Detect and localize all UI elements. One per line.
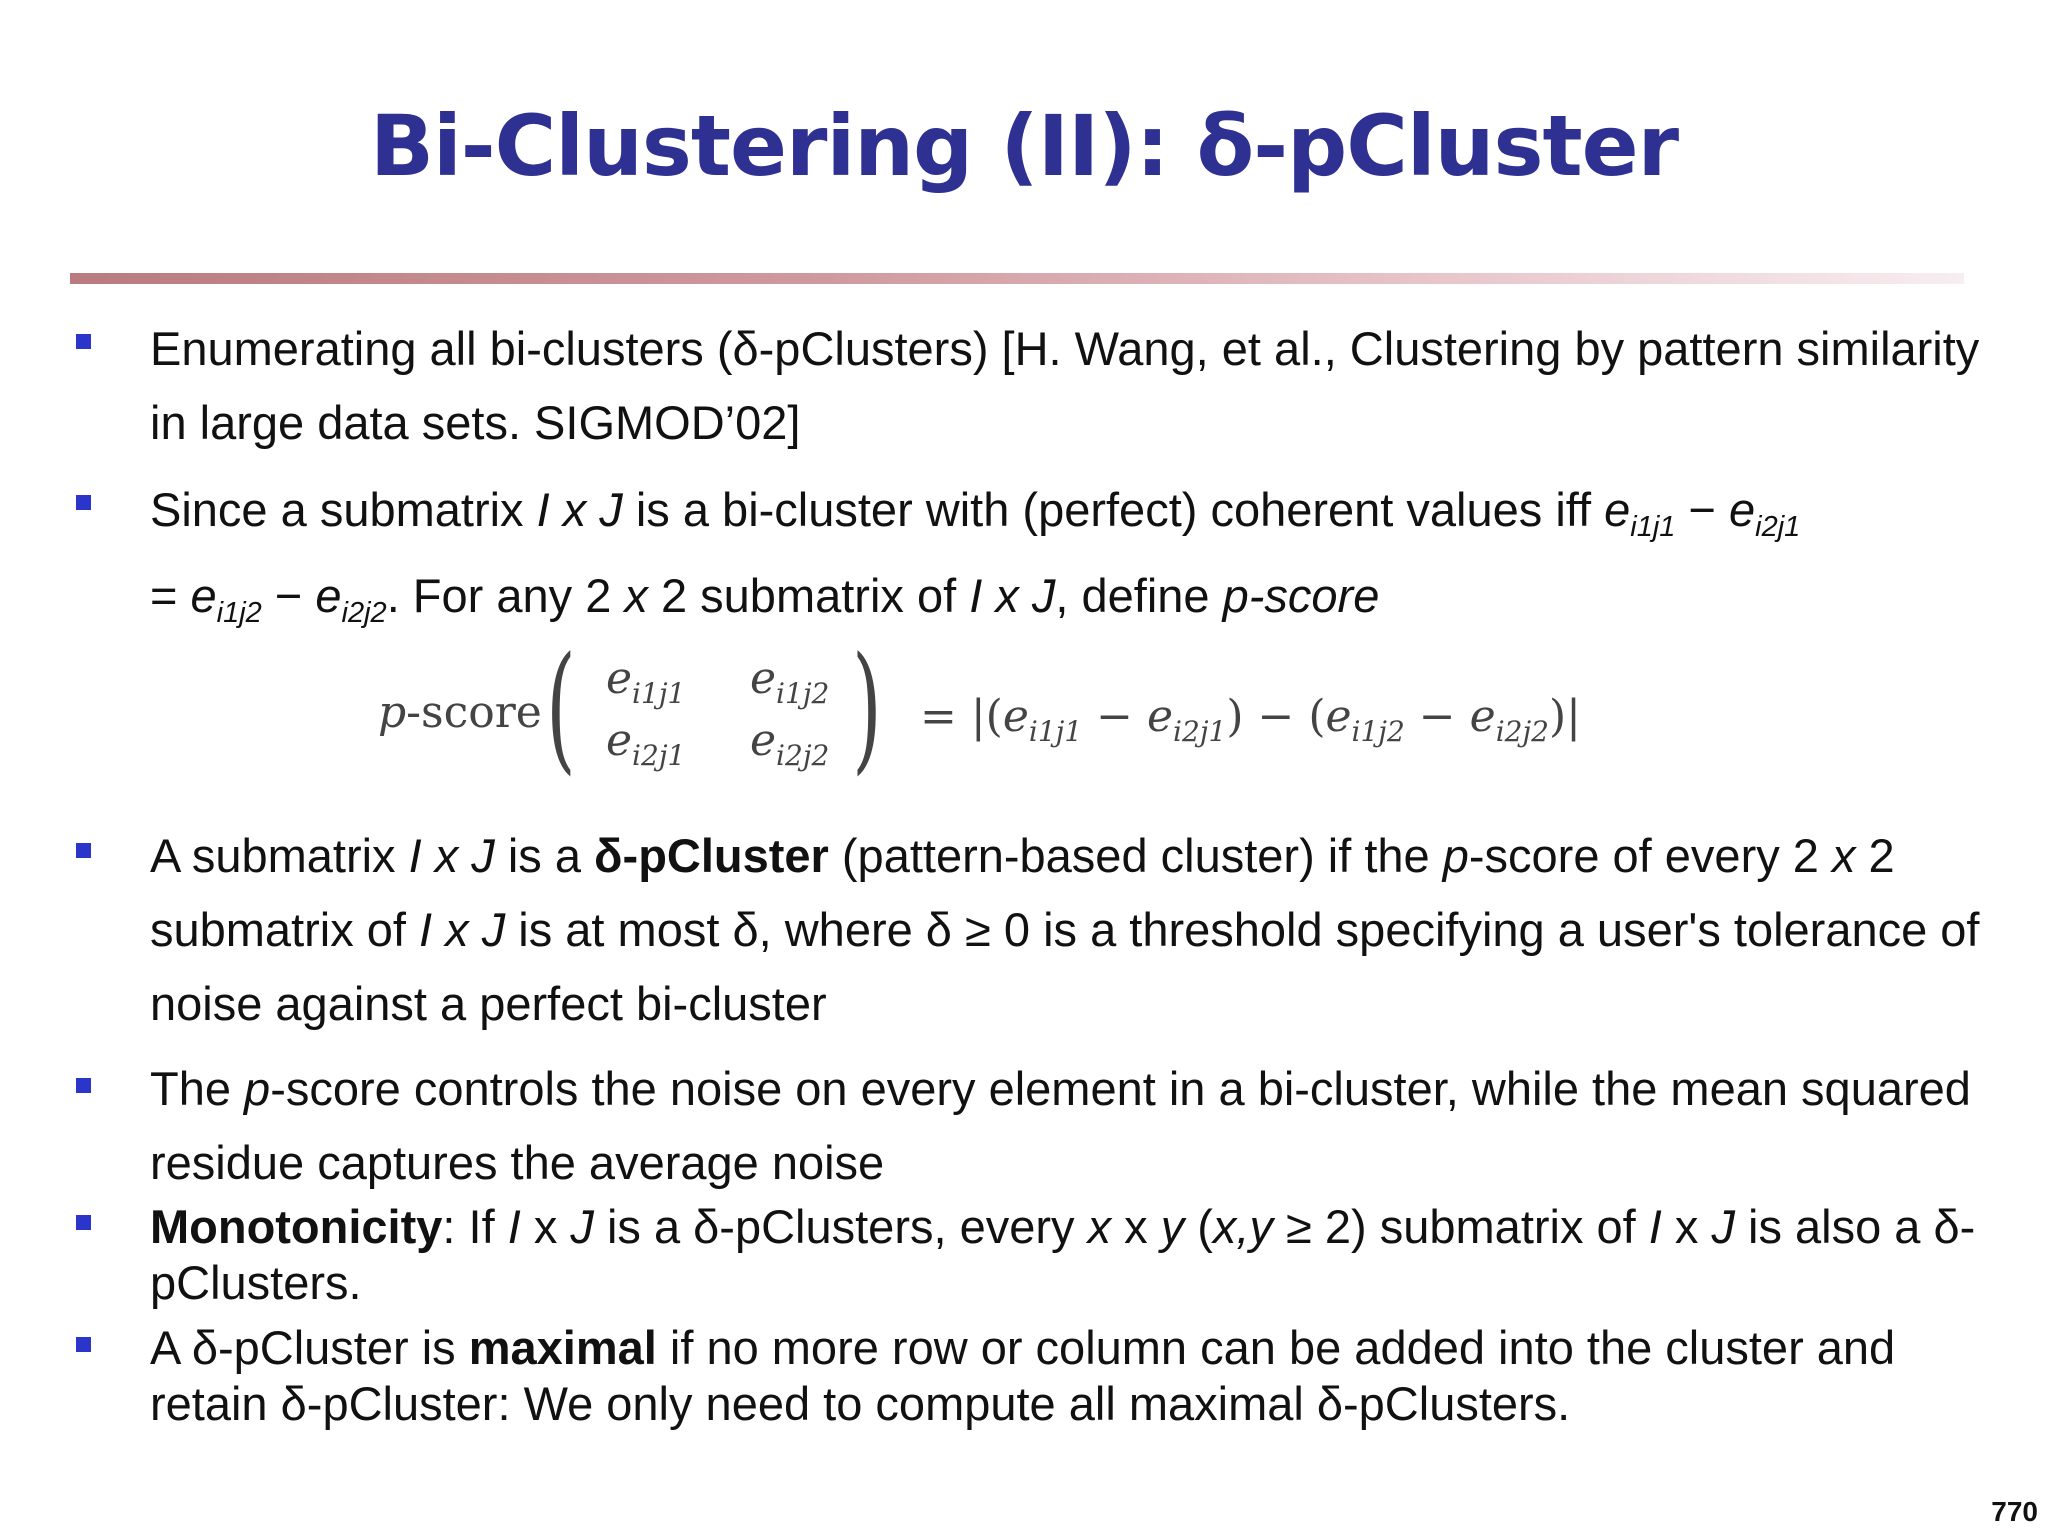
left-paren: ( [546,627,576,788]
term-maximal: maximal [468,1321,657,1374]
subscript: i1j2 [216,597,262,629]
text-segment [1019,569,1032,622]
bullet-5-text: Monotonicity: If I x J is a δ-pClusters, every x x y (x,y ≥ 2) submatrix of I x J is also a δ-pClusters. [150,1200,1976,1309]
right-paren: ) [852,627,882,788]
matrix-cell-22: $e_{i2j2}$ [750,715,830,772]
text-segment [586,483,599,536]
math-var-J: J [599,483,623,536]
term-monotonicity: Monotonicity [150,1200,443,1253]
text-segment: . For any 2 [386,569,625,622]
bullet-square-icon [76,495,91,510]
bullet-square-icon [76,1215,91,1230]
bullet-square-icon [76,1337,91,1352]
math-var-x: x [624,569,648,622]
page-number: 770 [1991,1496,2038,1527]
subscript: i1j1 [1630,511,1676,543]
subscript: i2j1 [1755,511,1801,543]
text-segment: is a bi-cluster with (perfect) coherent values iff [622,483,1605,536]
text-segment [550,483,563,536]
text-segment: , define [1055,569,1223,622]
text-segment: = [150,569,191,622]
term-delta-pcluster: δ-pCluster [594,829,829,882]
formula-rhs: = $|(e_{i1j1} - e_{i2j1}) - (e_{i1j2} - e_{i2j2})|$ [920,691,1581,748]
p-score-term: p-score [1222,569,1380,622]
bullet-square-icon [76,334,91,349]
bullet-6-text: A δ-pCluster is maximal if no more row or column can be added into the cluster and retain δ-pCluster: We only need to compute all maximal δ-pClusters. [150,1321,1896,1430]
math-var-x: x [562,483,587,536]
matrix-cell-11: $e_{i1j1}$ [606,653,686,710]
math-var-x: x [995,569,1019,622]
bullet-square-icon [76,1078,91,1093]
text-segment [982,569,995,622]
math-var-I: I [969,569,983,622]
bullet-square-icon [76,843,91,858]
bullet-1-text [150,312,1980,460]
formula-label: p-score [378,687,542,738]
bullet-2-text [150,467,1980,639]
text-segment: − [261,569,316,622]
matrix-cell-21: $e_{i2j1}$ [606,715,686,772]
math-var-e: e [315,569,342,622]
math-var-e: e [1604,483,1631,536]
bullet-1-text-content: Enumerating all bi-clusters (δ-pClusters) [H. Wang, et al., Clustering by pattern similarity in large data sets. SIGMOD’02] [150,322,1980,449]
text-segment: Since a submatrix [150,483,537,536]
text-segment: − [1675,483,1729,536]
bullet-4-text: The p-score controls the noise on every element in a bi-cluster, while the mean squared residue captures the average noise [150,1062,1971,1189]
text-segment: 2 submatrix of [647,569,970,622]
p-score-formula [378,627,1678,788]
matrix-cell-12: $e_{i1j2}$ [750,653,830,710]
math-var-e: e [1728,483,1756,536]
title-divider [70,273,1964,284]
math-var-I: I [536,483,550,536]
slide-title: Bi-Clustering (II): δ-pCluster [369,97,1679,195]
subscript: i2j2 [341,597,387,629]
math-var-J: J [1031,569,1056,622]
math-var-e: e [190,569,217,622]
bullet-3-text: A submatrix I x J is a δ-pCluster (pattern-based cluster) if the p-score of every 2 x 2 submatrix of I x J is at most δ, where δ ≥ 0 is a threshold specifying a user's tolerance of noise against a perfect bi-cluster [150,829,1980,1030]
